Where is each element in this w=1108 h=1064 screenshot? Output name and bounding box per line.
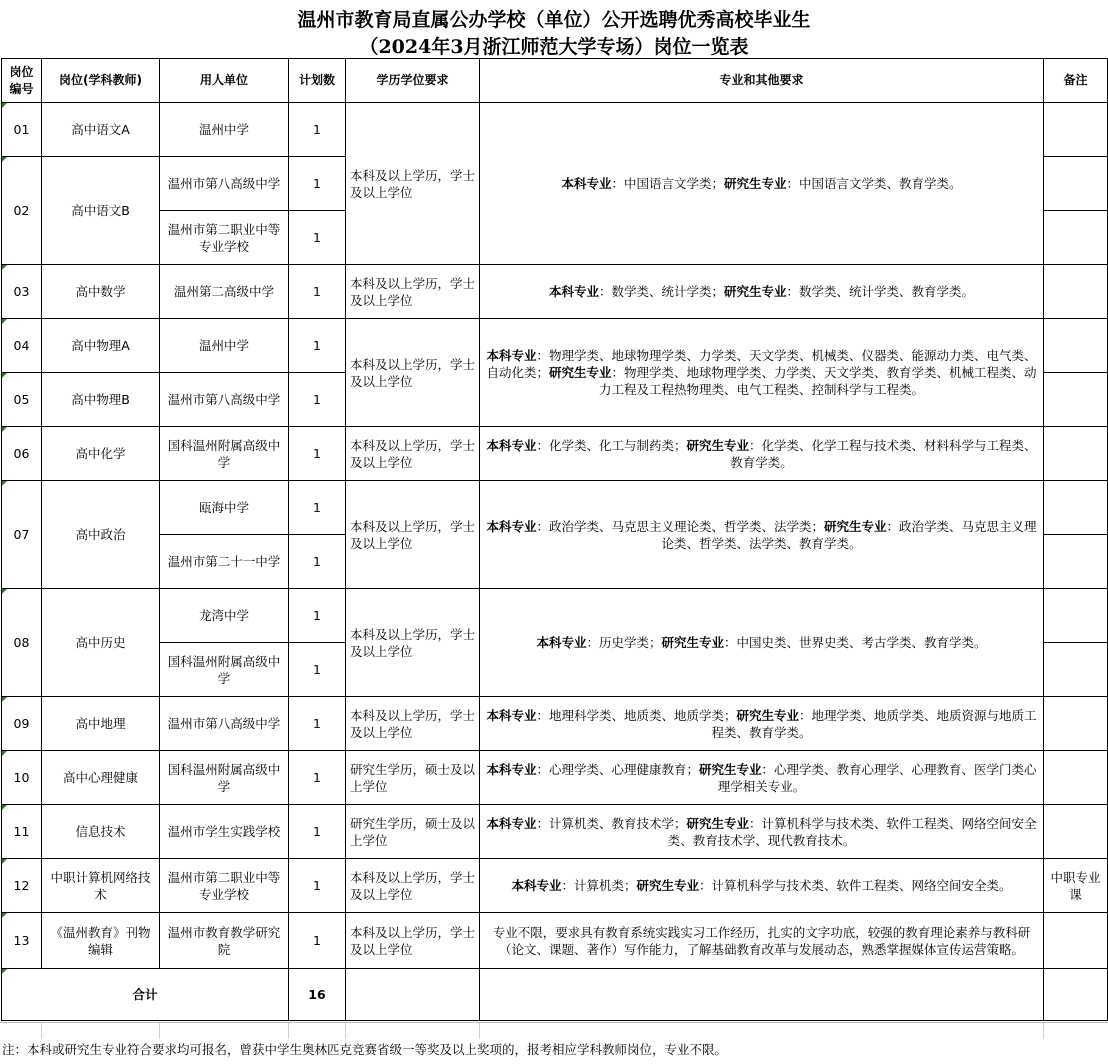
cell-remark (1044, 969, 1108, 1021)
table-row (2, 697, 1108, 751)
cell-code: 02 (2, 157, 42, 265)
header-remark: 备注 (1044, 59, 1108, 103)
cell-count: 1 (289, 157, 346, 211)
cell-post: 高中物理B (42, 373, 160, 427)
cell-remark (1044, 319, 1108, 373)
cell-edu: 本科及以上学历，学士及以上学位 (346, 427, 480, 481)
cell-remark (1044, 427, 1108, 481)
req-text: ：政治学类、马克思主义理论类、哲学类、法学类； (536, 518, 824, 534)
cell-unit: 瓯海中学 (160, 481, 289, 535)
header-count: 计划数 (289, 59, 346, 103)
req-text: ：物理学类、地球物理学类、力学类、天文学类、教育学类、机械工程类、动力工程及工程热物理类、电气工程类、控制科学与工程类。 (598, 365, 1037, 397)
req-bold: 研究生专业 (686, 815, 750, 831)
cell-edu: 本科及以上学历，学士及以上学位 (346, 265, 480, 319)
cell-unit: 温州市第八高级中学 (160, 373, 289, 427)
cell-edu (346, 969, 480, 1021)
cell-unit: 温州市教育教学研究院 (160, 913, 289, 969)
table-row (2, 103, 1108, 157)
cell-req (480, 969, 1044, 1021)
req-bold: 研究生专业 (661, 635, 725, 650)
cell-req (480, 589, 1044, 697)
header-edu: 学历学位要求 (346, 59, 480, 103)
cell-count: 1 (289, 103, 346, 157)
cell-code: 07 (2, 481, 42, 589)
cell-edu: 本科及以上学历，学士及以上学位 (346, 103, 480, 265)
req-text: ：计算机类、教育技术学； (536, 815, 687, 831)
req-text: ：地理科学类、地质类、地质学类； (536, 707, 737, 723)
req-bold: 研究生专业 (699, 761, 762, 777)
cell-remark (1044, 643, 1108, 697)
cell-count: 1 (289, 643, 346, 697)
cell-post: 高中地理 (42, 697, 160, 751)
cell-unit: 龙湾中学 (160, 589, 289, 643)
req-bold: 本科专业 (486, 518, 537, 534)
cell-remark (1044, 103, 1108, 157)
req-text: ：中国语言文学类、教育学类。 (786, 176, 962, 191)
cell-remark: 中职专业课 (1044, 859, 1108, 913)
cell-remark (1044, 265, 1108, 319)
cell-post: 《温州教育》刊物编辑 (42, 913, 160, 969)
req-bold: 本科专业 (511, 878, 562, 893)
cell-edu: 本科及以上学历，学士及以上学位 (346, 319, 480, 427)
req-bold: 研究生专业 (724, 284, 787, 299)
cell-req: 专业不限，要求具有教育系统实践实习工作经历，扎实的文字功底，较强的教育理论素养与教科研（论文、课题、著作）写作能力，了解基础教育改革与发展动态，熟悉掌握媒体宣传运营策略。 (480, 913, 1044, 969)
cell-unit: 国科温州附属高级中学 (160, 751, 289, 805)
header-req: 专业和其他要求 (480, 59, 1044, 103)
cell-remark (1044, 913, 1108, 969)
cell-remark (1044, 805, 1108, 859)
cell-count: 1 (289, 913, 346, 969)
footnote: 注：本科或研究生专业符合要求均可报名，曾获中学生奥林匹克竞赛省级一等奖及以上奖项的，报考相应学科教师岗位，专业不限。 (2, 1042, 728, 1057)
cell-code: 06 (2, 427, 42, 481)
table-row (2, 805, 1108, 859)
cell-req (480, 481, 1044, 589)
cell-post: 信息技术 (42, 805, 160, 859)
req-bold: 研究生专业 (724, 176, 787, 191)
cell-remark (1044, 481, 1108, 535)
cell-code: 04 (2, 319, 42, 373)
cell-code: 12 (2, 859, 42, 913)
table-row (2, 481, 1108, 535)
cell-edu: 本科及以上学历，学士及以上学位 (346, 481, 480, 589)
cell-code: 01 (2, 103, 42, 157)
req-text: ：中国语言文学类； (611, 176, 724, 191)
cell-unit: 温州市第二职业中等专业学校 (160, 211, 289, 265)
header-post: 岗位(学科教师) (42, 59, 160, 103)
req-bold: 研究生专业 (686, 437, 750, 453)
cell-post: 高中政治 (42, 481, 160, 589)
total-row (2, 969, 1108, 1021)
req-text: ：化学类、化工与制药类； (536, 437, 687, 453)
cell-remark (1044, 211, 1108, 265)
cell-req (480, 859, 1044, 913)
cell-count: 1 (289, 535, 346, 589)
header-unit: 用人单位 (160, 59, 289, 103)
cell-code: 11 (2, 805, 42, 859)
table-row (2, 427, 1108, 481)
cell-post: 高中心理健康 (42, 751, 160, 805)
total-value: 16 (289, 969, 346, 1021)
cell-count: 1 (289, 481, 346, 535)
table-row (2, 751, 1108, 805)
cell-unit: 温州市学生实践学校 (160, 805, 289, 859)
cell-code: 08 (2, 589, 42, 697)
cell-count: 1 (289, 373, 346, 427)
req-bold: 研究生专业 (736, 707, 800, 723)
cell-edu: 本科及以上学历，学士及以上学位 (346, 859, 480, 913)
table-row (2, 319, 1108, 373)
cell-post: 高中物理A (42, 319, 160, 373)
cell-remark (1044, 535, 1108, 589)
cell-code: 10 (2, 751, 42, 805)
cell-remark (1044, 589, 1108, 643)
req-bold: 本科专业 (486, 437, 537, 453)
cell-req (480, 427, 1044, 481)
cell-count: 1 (289, 265, 346, 319)
req-bold: 本科专业 (486, 761, 537, 777)
cell-req (480, 103, 1044, 265)
positions-table (1, 58, 1108, 1021)
req-text: ：中国史类、世界史类、考古学类、教育学类。 (724, 635, 987, 650)
cell-count: 1 (289, 697, 346, 751)
cell-remark (1044, 157, 1108, 211)
cell-unit: 温州第二高级中学 (160, 265, 289, 319)
cell-req (480, 265, 1044, 319)
req-text: ：地理学类、地质学类、地质资源与地质工程类、教育学类。 (711, 707, 1037, 740)
cell-unit: 国科温州附属高级中学 (160, 643, 289, 697)
total-label: 合计 (2, 969, 289, 1021)
page-title-line1: 温州市教育局直属公办学校（单位）公开选聘优秀高校毕业生 (297, 9, 811, 31)
req-bold: 研究生专业 (636, 878, 700, 893)
cell-count: 1 (289, 859, 346, 913)
cell-unit: 温州市第八高级中学 (160, 697, 289, 751)
cell-count: 1 (289, 427, 346, 481)
req-text: ：计算机类； (561, 878, 637, 893)
cell-remark (1044, 373, 1108, 427)
cell-post: 高中历史 (42, 589, 160, 697)
cell-count: 1 (289, 751, 346, 805)
cell-edu: 本科及以上学历，学士及以上学位 (346, 589, 480, 697)
cell-count: 1 (289, 319, 346, 373)
cell-unit: 温州中学 (160, 319, 289, 373)
table-row (2, 859, 1108, 913)
cell-remark (1044, 751, 1108, 805)
cell-req (480, 805, 1044, 859)
req-text: ：心理学类、心理健康教育； (536, 761, 699, 777)
cell-code: 13 (2, 913, 42, 969)
req-text: ：数学类、统计学类、教育学类。 (786, 284, 975, 299)
cell-code: 09 (2, 697, 42, 751)
req-text: ：物理学类、地球物理学类、力学类、天文学类、机械类、仪器类、能源动力类、电气类、自动化类； (486, 348, 1037, 380)
cell-count: 1 (289, 589, 346, 643)
req-text: ：政治学类、马克思主义理论类、哲学类、法学类、教育学类。 (661, 518, 1037, 551)
table-header-row (2, 59, 1108, 103)
cell-req (480, 319, 1044, 427)
page-title-line2: （2024年3月浙江师范大学专场）岗位一览表 (359, 36, 749, 58)
cell-code: 05 (2, 373, 42, 427)
req-text: ：数学类、统计学类； (598, 284, 724, 299)
cell-remark (1044, 697, 1108, 751)
req-text: ：心理学类、教育心理学、心理教育、医学门类心理学相关专业。 (717, 761, 1037, 794)
cell-edu: 本科及以上学历，学士及以上学位 (346, 913, 480, 969)
req-bold: 本科专业 (561, 176, 612, 191)
cell-post: 高中化学 (42, 427, 160, 481)
table-row (2, 913, 1108, 969)
table-row (2, 589, 1108, 643)
req-text: ：历史学类； (586, 635, 662, 650)
cell-unit: 温州市第八高级中学 (160, 157, 289, 211)
cell-code: 03 (2, 265, 42, 319)
header-code: 岗位编号 (2, 59, 42, 103)
cell-req (480, 697, 1044, 751)
req-bold: 本科专业 (548, 284, 599, 299)
req-bold: 本科专业 (486, 815, 537, 831)
req-bold: 本科专业 (486, 707, 537, 723)
req-text: ：计算机科学与技术类、软件工程类、网络空间安全类。 (699, 878, 1012, 893)
cell-post: 高中语文A (42, 103, 160, 157)
req-bold: 研究生专业 (548, 365, 612, 380)
cell-edu: 研究生学历，硕士及以上学位 (346, 805, 480, 859)
cell-post: 高中语文B (42, 157, 160, 265)
cell-count: 1 (289, 805, 346, 859)
cell-post: 高中数学 (42, 265, 160, 319)
cell-unit: 温州市第二职业中等专业学校 (160, 859, 289, 913)
cell-unit: 国科温州附属高级中学 (160, 427, 289, 481)
cell-post: 中职计算机网络技术 (42, 859, 160, 913)
cell-count: 1 (289, 211, 346, 265)
cell-req (480, 751, 1044, 805)
req-bold: 本科专业 (486, 348, 537, 363)
cell-unit: 温州市第二十一中学 (160, 535, 289, 589)
req-bold: 本科专业 (536, 635, 587, 650)
cell-edu: 本科及以上学历，学士及以上学位 (346, 697, 480, 751)
req-text: ：计算机科学与技术类、软件工程类、网络空间安全类、教育技术学、现代教育技术。 (667, 815, 1037, 848)
req-bold: 研究生专业 (824, 518, 887, 534)
req-text: ：化学类、化学工程与技术类、材料科学与工程类、教育学类。 (730, 437, 1037, 470)
cell-unit: 温州中学 (160, 103, 289, 157)
table-row (2, 265, 1108, 319)
grid-gap-row (0, 1022, 1108, 1039)
cell-edu: 研究生学历，硕士及以上学位 (346, 751, 480, 805)
